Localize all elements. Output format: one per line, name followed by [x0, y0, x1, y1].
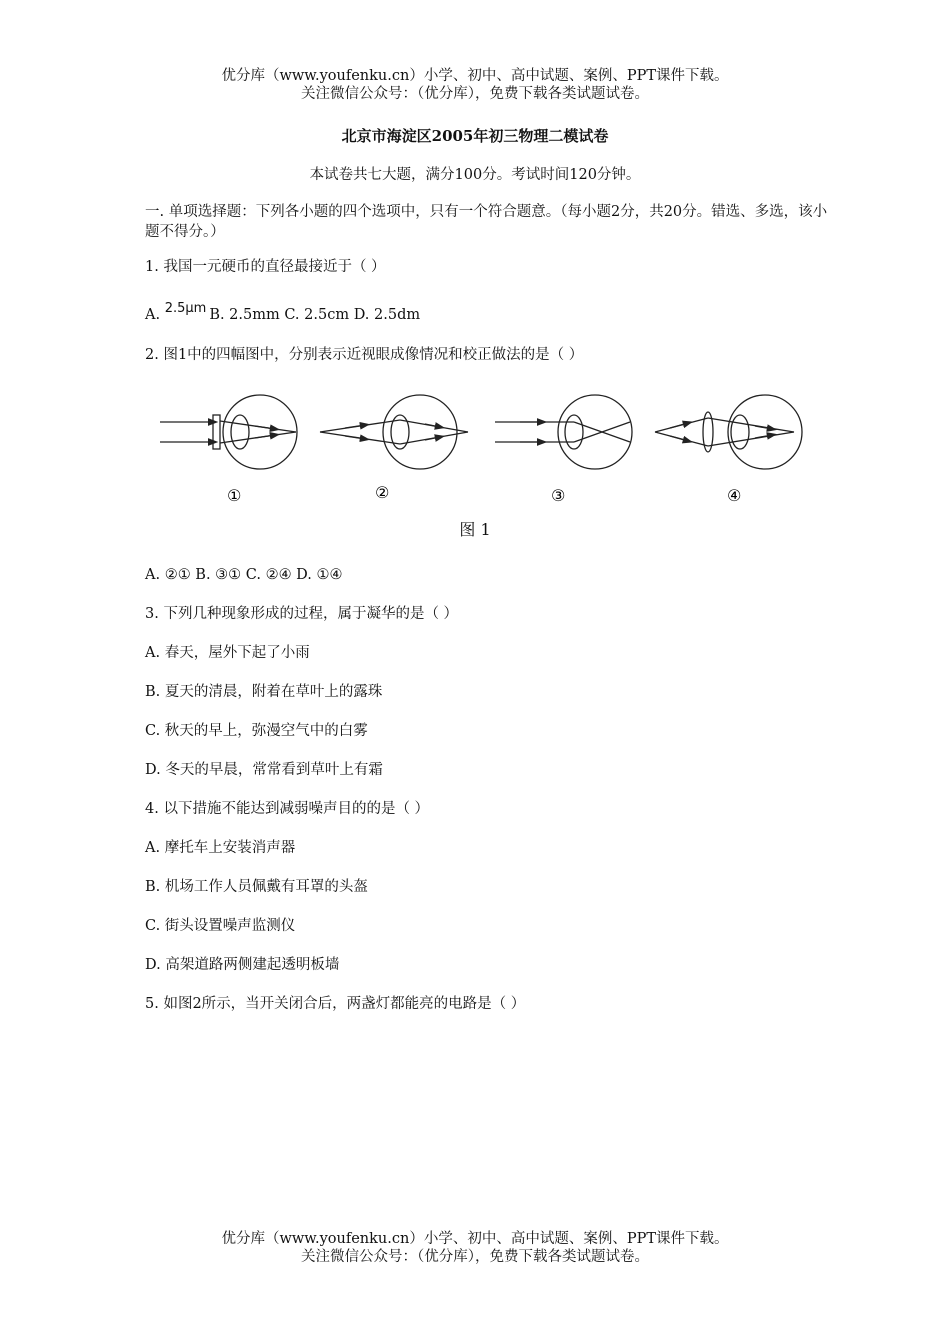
question-3-stem: 3. 下列几种现象形成的过程，属于凝华的是（ ） [145, 606, 459, 622]
question-5-stem: 5. 如图2所示，当开关闭合后，两盏灯都能亮的电路是（ ） [145, 996, 526, 1012]
figure-label-4: ④ [727, 486, 742, 505]
question-4-option-d: D. 高架道路两侧建起透明板墙 [145, 957, 340, 973]
eye-diagram-2 [320, 395, 468, 469]
question-4-option-a: A. 摩托车上安装消声器 [145, 840, 296, 856]
eye-diagram-1 [160, 395, 297, 469]
figure-label-1: ① [227, 486, 242, 505]
question-3-option-b: B. 夏天的清晨，附着在草叶上的露珠 [145, 684, 383, 700]
footer-line-1: 优分库（www.youfenku.cn）小学、初中、高中试题、案例、PPT课件下载。 [221, 1231, 729, 1247]
figure-1-caption: 图 1 [459, 520, 491, 539]
exam-intro: 本试卷共七大题，满分100分。考试时间120分钟。 [309, 167, 641, 183]
question-1-stem: 1. 我国一元硬币的直径最接近于（ ） [145, 259, 386, 275]
option-a-value-image: 2.5μm [164, 301, 207, 316]
page-title: 北京市海淀区2005年初三物理二模试卷 [341, 127, 609, 145]
figure-1-eye-diagrams [150, 390, 810, 515]
header-line-2: 关注微信公众号：（优分库），免费下载各类试题试卷。 [301, 86, 649, 102]
question-1-other-options: B. 2.5mm C. 2.5cm D. 2.5dm [209, 307, 421, 323]
figure-label-2: ② [375, 483, 390, 502]
footer-line-2: 关注微信公众号：（优分库），免费下载各类试题试卷。 [301, 1249, 649, 1265]
question-3-option-d: D. 冬天的早晨，常常看到草叶上有霜 [145, 762, 383, 778]
header-line-1: 优分库（www.youfenku.cn）小学、初中、高中试题、案例、PPT课件下载。 [221, 68, 729, 84]
question-2-options: A. ②① B. ③① C. ②④ D. ①④ [145, 567, 343, 583]
figure-label-3: ③ [551, 486, 566, 505]
question-3-option-a: A. 春天，屋外下起了小雨 [145, 645, 310, 661]
eye-diagram-4 [655, 395, 802, 469]
question-4-stem: 4. 以下措施不能达到减弱噪声目的的是（ ） [145, 801, 430, 817]
eye-diagram-3 [495, 395, 632, 469]
question-4-option-b: B. 机场工作人员佩戴有耳罩的头盔 [145, 879, 368, 895]
question-1-options [145, 301, 421, 325]
question-3-option-c: C. 秋天的早上，弥漫空气中的白雾 [145, 723, 368, 739]
question-2-stem: 2. 图1中的四幅图中，分别表示近视眼成像情况和校正做法的是（ ） [145, 347, 584, 363]
section-instructions: 一. 单项选择题：下列各小题的四个选项中，只有一个符合题意。（每小题2分，共20分。错选、多选，该小题不得分。） [145, 204, 828, 240]
option-a-prefix: A. [145, 307, 161, 323]
question-4-option-c: C. 街头设置噪声监测仪 [145, 918, 296, 934]
